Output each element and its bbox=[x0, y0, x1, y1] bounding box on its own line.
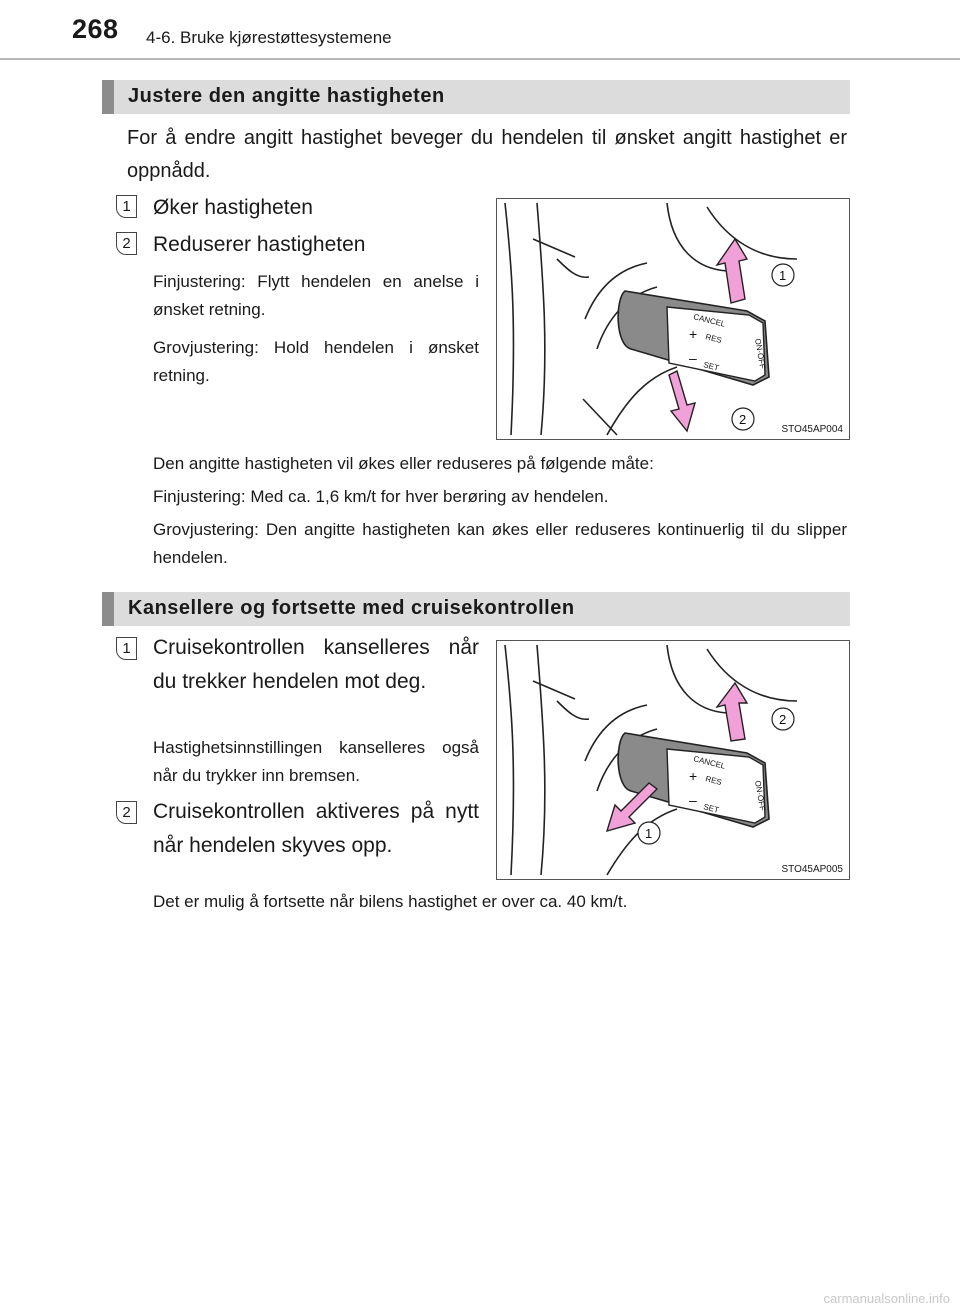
lever-label-cancel: CANCEL bbox=[692, 754, 727, 771]
step-number-1: 1 bbox=[116, 195, 137, 218]
figure-id: STO45AP005 bbox=[781, 864, 843, 875]
header-rule bbox=[0, 58, 960, 60]
intro-paragraph: For å endre angitt hastighet beveger du hendelen til ønsket angitt hastighet er oppnådd. bbox=[127, 127, 847, 182]
chapter-title: 4-6. Bruke kjørestøttesystemene bbox=[146, 28, 392, 47]
lever-label-onoff: ON·OFF bbox=[753, 337, 768, 370]
note-coarse-adjust: Grovjustering: Hold hendelen i ønsket retning. bbox=[153, 338, 479, 385]
step-decrease-speed: Reduserer hastigheten bbox=[153, 233, 366, 256]
lever-illustration bbox=[497, 199, 849, 439]
figure-lever-cancel bbox=[496, 640, 850, 880]
svg-text:+: + bbox=[689, 326, 698, 342]
lever-illustration bbox=[497, 641, 849, 879]
callout-2: 2 bbox=[779, 712, 787, 727]
step-number-1: 1 bbox=[116, 637, 137, 660]
callout-1: 1 bbox=[779, 268, 787, 283]
svg-text:–: – bbox=[689, 792, 697, 808]
resume-speed-note: Det er mulig å fortsette når bilens hastighet er over ca. 40 km/t. bbox=[153, 892, 628, 911]
figure-id: STO45AP004 bbox=[781, 424, 843, 435]
figure-lever-adjust bbox=[496, 198, 850, 440]
lever-label-onoff: ON·OFF bbox=[753, 779, 768, 812]
lever-label-res: RES bbox=[704, 332, 723, 345]
section-title: Justere den angitte hastigheten bbox=[128, 85, 445, 107]
arrow-down-icon bbox=[669, 371, 695, 431]
section-heading-adjust-speed bbox=[102, 80, 850, 114]
step-number-2: 2 bbox=[116, 232, 137, 255]
coarse-adjust-detail: Grovjustering: Den angitte hastigheten kan økes eller reduseres kontinuerlig til du slipper hendelen. bbox=[153, 520, 847, 567]
adjust-method-intro: Den angitte hastigheten vil økes eller reduseres på følgende måte: bbox=[153, 454, 654, 473]
svg-text:–: – bbox=[689, 350, 697, 366]
lever-label-set: SET bbox=[702, 360, 720, 373]
step-resume-cruise: Cruisekontrollen aktiveres på nytt når hendelen skyves opp. bbox=[153, 800, 479, 857]
note-fine-adjust: Finjustering: Flytt hendelen en anelse i ønsket retning. bbox=[153, 272, 479, 319]
step-increase-speed: Øker hastigheten bbox=[153, 196, 313, 219]
lever-label-set: SET bbox=[702, 802, 720, 815]
watermark: carmanualsonline.info bbox=[823, 1291, 950, 1306]
heading-bar bbox=[102, 592, 114, 626]
heading-bar bbox=[102, 80, 114, 114]
lever-label-cancel: CANCEL bbox=[692, 312, 727, 329]
lever-label-res: RES bbox=[704, 774, 723, 787]
callout-2: 2 bbox=[739, 412, 747, 427]
section-title: Kansellere og fortsette med cruisekontrollen bbox=[128, 597, 575, 619]
page-number: 268 bbox=[72, 14, 119, 44]
section-heading-cancel-resume bbox=[102, 592, 850, 626]
svg-text:+: + bbox=[689, 768, 698, 784]
callout-1: 1 bbox=[645, 826, 653, 841]
note-brake-cancel: Hastighetsinnstillingen kanselleres også når du trykker inn bremsen. bbox=[153, 738, 479, 785]
step-cancel-cruise: Cruisekontrollen kanselleres når du trekker hendelen mot deg. bbox=[153, 636, 479, 693]
step-number-2: 2 bbox=[116, 801, 137, 824]
fine-adjust-detail: Finjustering: Med ca. 1,6 km/t for hver berøring av hendelen. bbox=[153, 487, 609, 506]
